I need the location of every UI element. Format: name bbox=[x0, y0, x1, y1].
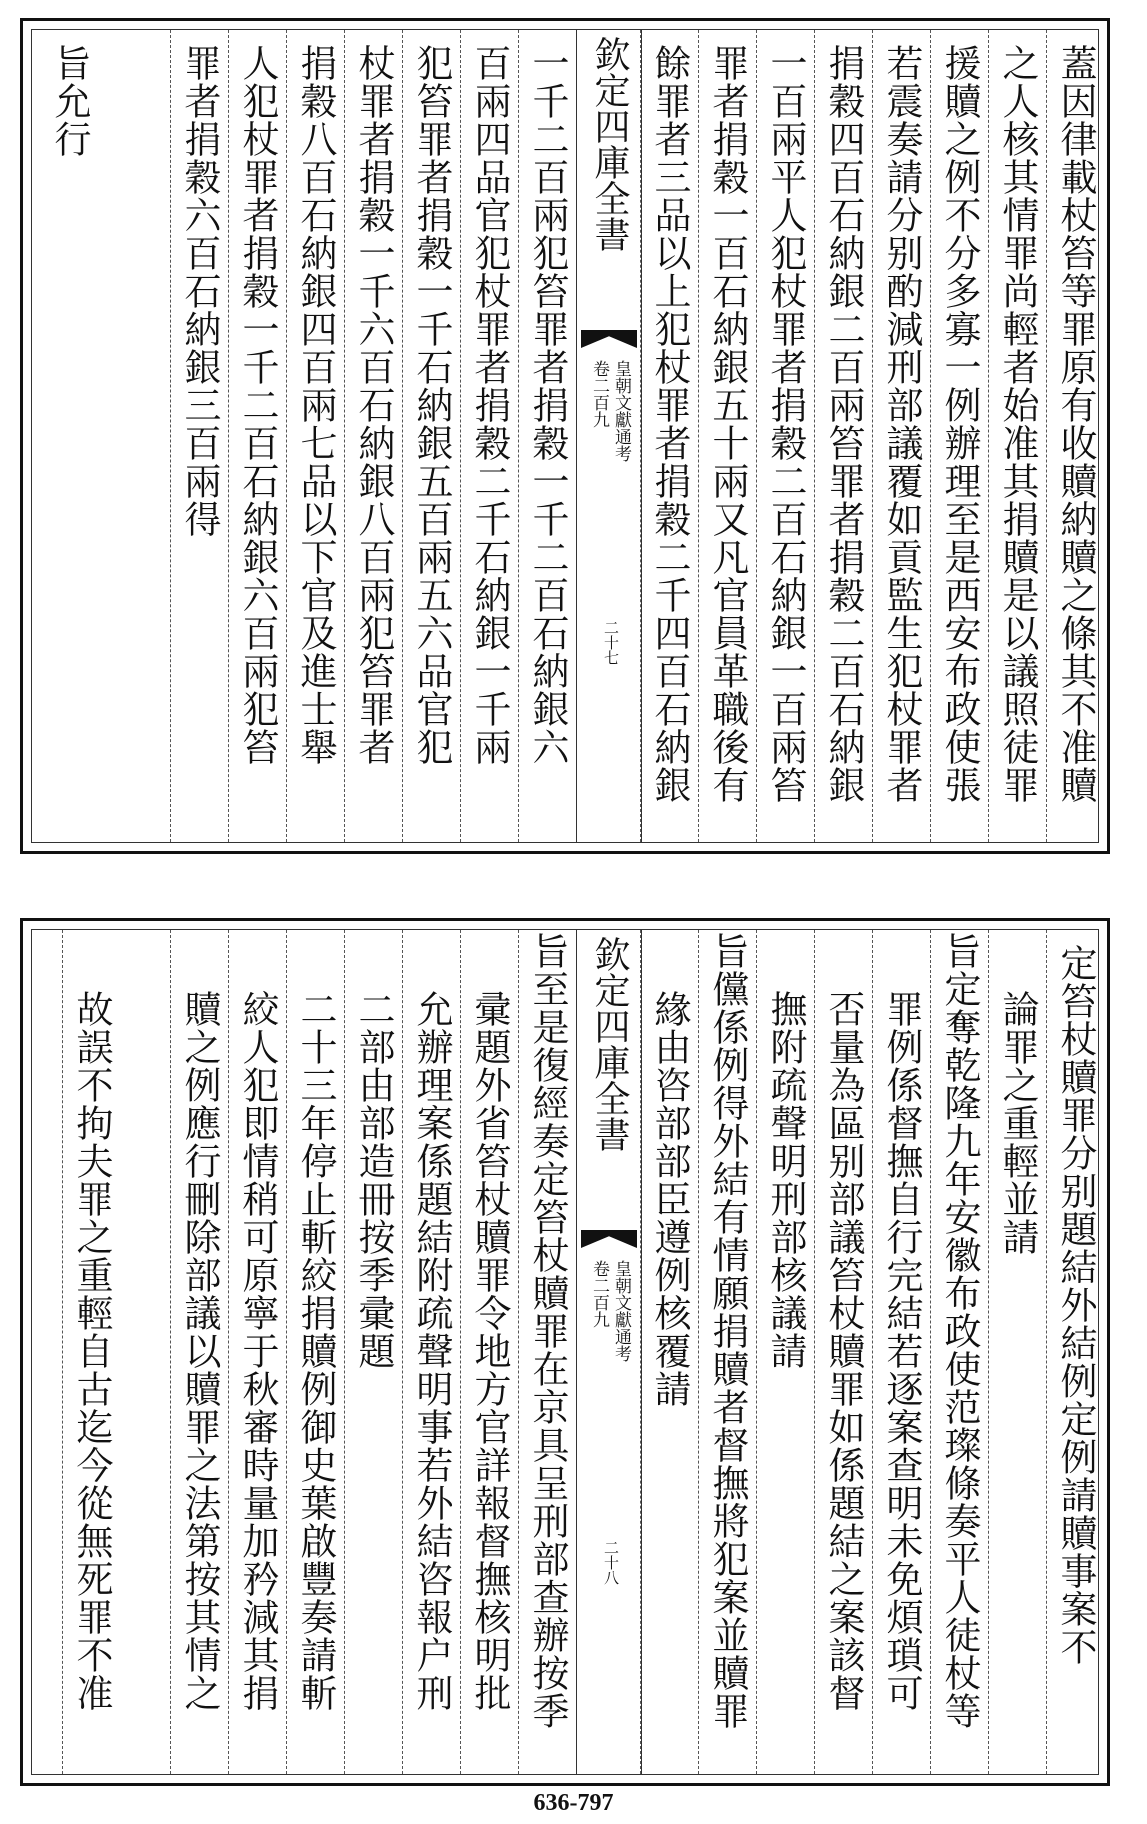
column-text: 撫附疏聲明刑部核議請 bbox=[764, 990, 807, 1370]
column-text: 旨至是復經奏定笞杖贖罪在京具呈刑部查辦按季 bbox=[526, 932, 569, 1730]
column-text: 故誤不拘夫罪之重輕自古迄今從無死罪不准 bbox=[70, 990, 113, 1712]
top-page-panel bbox=[20, 18, 1110, 854]
fish-tail-mark bbox=[581, 330, 637, 348]
column-text: 援贖之例不分多寡一例辦理至是西安布政使張 bbox=[938, 44, 981, 804]
column-text: 罪例係督撫自行完結若逐案查明未免煩瑣可 bbox=[880, 990, 923, 1712]
text-column bbox=[930, 930, 988, 1774]
column-text: 論罪之重輕並請 bbox=[996, 990, 1039, 1256]
text-column bbox=[286, 930, 344, 1774]
column-text: 罪者捐穀六百石納銀三百兩得 bbox=[178, 44, 221, 538]
column-text: 百兩四品官犯杖罪者捐穀二千石納銀一千兩 bbox=[468, 44, 511, 766]
page-footer-number: 636-797 bbox=[533, 1790, 614, 1816]
text-column bbox=[344, 930, 402, 1774]
bottom-page-frame bbox=[31, 929, 1099, 1775]
text-column bbox=[640, 30, 698, 842]
source-volume: 卷二百九 bbox=[589, 360, 609, 428]
column-text: 罪者捐穀一百石納銀五十兩又凡官員革職後有 bbox=[706, 44, 749, 804]
source-title: 皇朝文獻通考 bbox=[611, 1260, 631, 1362]
text-column bbox=[1046, 30, 1104, 842]
column-text: 否量為區别部議笞杖贖罪如係題結之案該督 bbox=[822, 990, 865, 1712]
text-column bbox=[286, 30, 344, 842]
column-text: 彚題外省笞杖贖罪令地方官詳報督撫核明批 bbox=[468, 990, 511, 1712]
column-text: 一百兩平人犯杖罪者捐穀二百石納銀一百兩笞 bbox=[764, 44, 807, 804]
text-column bbox=[344, 30, 402, 842]
text-column bbox=[988, 930, 1046, 1774]
column-text: 絞人犯即情稍可原寧于秋審時量加矜減其捐 bbox=[236, 990, 279, 1712]
column-text: 二十三年停止斬絞捐贖例御史葉啟豐奏請斬 bbox=[294, 990, 337, 1712]
page-number: 二十七 bbox=[602, 620, 620, 665]
column-text: 緣由咨部部臣遵例核覆請 bbox=[648, 990, 691, 1408]
text-column bbox=[228, 30, 286, 842]
fish-tail-mark bbox=[581, 1230, 637, 1248]
text-column bbox=[402, 30, 460, 842]
bottom-page-panel bbox=[20, 918, 1110, 1786]
top-page-frame bbox=[31, 29, 1099, 843]
column-text: 旨允行 bbox=[48, 44, 91, 158]
text-column bbox=[988, 30, 1046, 842]
text-column bbox=[518, 30, 576, 842]
column-text: 人犯杖罪者捐穀一千二百石納銀六百兩犯笞 bbox=[236, 44, 279, 766]
column-text: 定笞杖贖罪分别題結外結例定例請贖事案不 bbox=[1054, 944, 1097, 1666]
column-text: 杖罪者捐穀一千六百石納銀八百兩犯笞罪者 bbox=[352, 44, 395, 766]
source-title: 皇朝文獻通考 bbox=[611, 360, 631, 462]
column-text: 犯笞罪者捐穀一千石納銀五百兩五六品官犯 bbox=[410, 44, 453, 766]
text-column bbox=[170, 930, 228, 1774]
text-column bbox=[460, 30, 518, 842]
column-text: 贖之例應行刪除部議以贖罪之法第按其情之 bbox=[178, 990, 221, 1712]
text-column bbox=[698, 30, 756, 842]
text-column bbox=[872, 930, 930, 1774]
text-column bbox=[698, 930, 756, 1774]
column-text: 之人核其情罪尚輕者始准其捐贖是以議照徒罪 bbox=[996, 44, 1039, 804]
text-column bbox=[814, 930, 872, 1774]
text-column bbox=[640, 930, 698, 1774]
book-title: 欽定四庫全書 bbox=[589, 36, 630, 252]
center-fold-column bbox=[576, 930, 642, 1774]
text-column bbox=[170, 30, 228, 842]
text-column bbox=[62, 930, 120, 1774]
text-column bbox=[930, 30, 988, 842]
text-column bbox=[1046, 930, 1104, 1774]
column-text: 允辦理案係題結附疏聲明事若外結咨報户刑 bbox=[410, 990, 453, 1712]
center-fold-column bbox=[576, 30, 642, 842]
text-column bbox=[402, 930, 460, 1774]
page-number: 二十八 bbox=[602, 1540, 620, 1585]
column-text: 二部由部造冊按季彚題 bbox=[352, 990, 395, 1370]
column-text: 餘罪者三品以上犯杖罪者捐穀二千四百石納銀 bbox=[648, 44, 691, 804]
text-column bbox=[40, 30, 98, 842]
text-column bbox=[518, 930, 576, 1774]
column-text: 旨定奪乾隆九年安徽布政使范璨條奏平人徒杖等 bbox=[938, 932, 981, 1730]
book-title: 欽定四庫全書 bbox=[589, 936, 630, 1152]
text-column bbox=[756, 30, 814, 842]
column-text: 捐穀四百石納銀二百兩笞罪者捐穀二百石納銀 bbox=[822, 44, 865, 804]
column-text: 一千二百兩犯笞罪者捐穀一千二百石納銀六 bbox=[526, 44, 569, 766]
column-text: 蓋因律載杖笞等罪原有收贖納贖之條其不准贖 bbox=[1054, 44, 1097, 804]
column-text: 旨儻係例得外結有情願捐贖者督撫將犯案並贖罪 bbox=[706, 932, 749, 1730]
text-column bbox=[814, 30, 872, 842]
text-column bbox=[872, 30, 930, 842]
column-text: 若震奏請分别酌減刑部議覆如貢監生犯杖罪者 bbox=[880, 44, 923, 804]
text-column bbox=[756, 930, 814, 1774]
source-volume: 卷二百九 bbox=[589, 1260, 609, 1328]
column-text: 捐穀八百石納銀四百兩七品以下官及進士舉 bbox=[294, 44, 337, 766]
text-column bbox=[460, 930, 518, 1774]
text-column bbox=[228, 930, 286, 1774]
